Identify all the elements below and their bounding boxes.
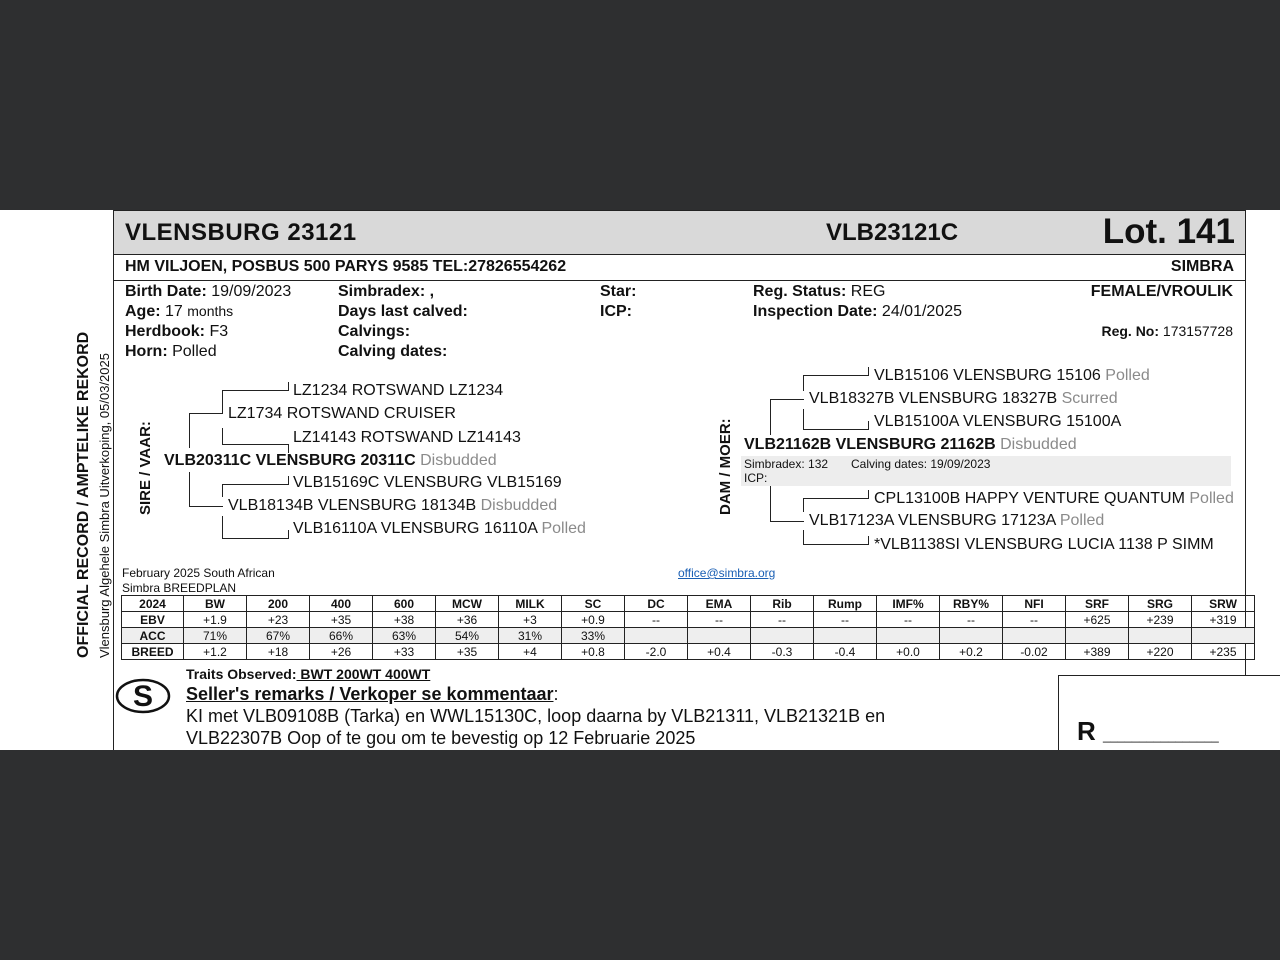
- dam-dam-dam: *VLB1138SI VLENSBURG LUCIA 1138 P SIMM: [874, 536, 1214, 553]
- tree-line: [189, 413, 223, 414]
- ebv-header-cell: MILK: [499, 596, 562, 612]
- ebv-cell: +3: [499, 612, 562, 628]
- breedplan-name: Simbra BREEDPLAN: [122, 581, 237, 595]
- ebv-cell: +0.2: [940, 644, 1003, 660]
- ebv-cell: +18: [247, 644, 310, 660]
- dam-icp: ICP:: [744, 471, 768, 485]
- ebv-header-cell: DC: [625, 596, 688, 612]
- ebv-cell: +319: [1192, 612, 1255, 628]
- sire-sire: LZ1734 ROTSWAND CRUISER: [228, 405, 456, 422]
- ebv-cell: +33: [373, 644, 436, 660]
- tree-line: [288, 476, 289, 485]
- herdbook-row: Herdbook: F3: [125, 323, 229, 340]
- svg-text:S: S: [132, 680, 154, 713]
- frame-left-border: [113, 210, 114, 750]
- breedplan-date: February 2025 South African: [122, 566, 275, 580]
- simbra-logo-icon: [115, 677, 171, 715]
- tree-line: [222, 390, 223, 414]
- ebv-header-cell: 400: [310, 596, 373, 612]
- tree-line: [770, 399, 771, 435]
- dam-simbradex: Simbradex: 132: [744, 457, 829, 471]
- ebv-cell: 31%: [499, 628, 562, 644]
- ebv-cell: [814, 628, 877, 644]
- title-bar: [114, 210, 1245, 255]
- ebv-cell: +235: [1192, 644, 1255, 660]
- ebv-cell: --: [814, 612, 877, 628]
- sale-name-label: Vlensburg Algehele Simbra Uitverkoping, 05/03/2025: [97, 353, 112, 658]
- ebv-row: [122, 612, 1255, 628]
- ebv-cell: 71%: [184, 628, 247, 644]
- ebv-cell: -0.02: [1003, 644, 1066, 660]
- tree-line: [803, 498, 804, 512]
- tree-line: [189, 413, 190, 448]
- ebv-cell: +26: [310, 644, 373, 660]
- owner-bar: [114, 254, 1245, 281]
- ebv-cell: --: [751, 612, 814, 628]
- reg-no-row: Reg. No: 173157728: [1101, 323, 1233, 339]
- tree-line: [288, 382, 289, 391]
- ebv-header-cell: NFI: [1003, 596, 1066, 612]
- ebv-row: [122, 644, 1255, 660]
- dam-vertical-label: DAM / MOER:: [717, 418, 734, 515]
- ebv-cell: --: [1003, 612, 1066, 628]
- animal-id: VLB23121C: [826, 219, 959, 246]
- ebv-cell: 66%: [310, 628, 373, 644]
- inspection-date-row: Inspection Date: 24/01/2025: [753, 303, 962, 320]
- ebv-cell: -0.4: [814, 644, 877, 660]
- ebv-header-cell: BW: [184, 596, 247, 612]
- lot-number: Lot. 141: [1102, 212, 1235, 251]
- days-calved-label: Days last calved:: [338, 303, 468, 320]
- ebv-cell: +36: [436, 612, 499, 628]
- age-row: Age: 17 months: [125, 303, 234, 320]
- tree-line: [222, 516, 223, 538]
- tree-line: [803, 409, 804, 429]
- breed-label: SIMBRA: [1170, 258, 1234, 275]
- ebv-header-cell: SRF: [1066, 596, 1129, 612]
- sire-dam-sire: VLB15169C VLENSBURG VLB15169: [293, 474, 562, 491]
- tree-line: [803, 375, 869, 376]
- ebv-cell: +625: [1066, 612, 1129, 628]
- dam-sire-sire: VLB15106 VLENSBURG 15106 Polled: [874, 367, 1150, 384]
- dam-dam: VLB17123A VLENSBURG 17123A Polled: [809, 512, 1105, 529]
- ebv-cell: 54%: [436, 628, 499, 644]
- ebv-header-cell: SRG: [1129, 596, 1192, 612]
- tree-line: [189, 506, 223, 507]
- ebv-header-cell: RBY%: [940, 596, 1003, 612]
- price-currency: R: [1077, 716, 1096, 746]
- traits-observed: Traits Observed: BWT 200WT 400WT: [186, 666, 431, 682]
- remarks-heading: Seller's remarks / Verkoper se kommentaar:: [186, 684, 559, 704]
- ebv-row-label: BREED: [122, 644, 184, 660]
- ebv-cell: [1129, 628, 1192, 644]
- ebv-cell: 67%: [247, 628, 310, 644]
- tree-line: [222, 484, 223, 497]
- ebv-cell: [1192, 628, 1255, 644]
- ebv-cell: [940, 628, 1003, 644]
- ebv-header-cell: Rib: [751, 596, 814, 612]
- tree-line: [803, 498, 869, 499]
- remarks-line-2: VLB22307B Oop of te gou om te bevestig op 12 Februarie 2025: [186, 728, 696, 748]
- calvings-label: Calvings:: [338, 323, 411, 340]
- lot-record-card: [0, 210, 1280, 750]
- birth-date-row: Birth Date: 19/09/2023: [125, 283, 292, 300]
- ebv-cell: [751, 628, 814, 644]
- star-label: Star:: [600, 283, 637, 300]
- ebv-cell: +220: [1129, 644, 1192, 660]
- ebv-cell: +389: [1066, 644, 1129, 660]
- ebv-cell: -0.3: [751, 644, 814, 660]
- dam-sire-dam: VLB15100A VLENSBURG 15100A: [874, 413, 1122, 430]
- dam-calving-dates: Calving dates: 19/09/2023: [851, 457, 991, 471]
- ebv-cell: +0.4: [688, 644, 751, 660]
- dam-dam-sire: CPL13100B HAPPY VENTURE QUANTUM Polled: [874, 490, 1234, 507]
- ebv-cell: +38: [373, 612, 436, 628]
- tree-line: [222, 444, 288, 445]
- ebv-cell: +0.8: [562, 644, 625, 660]
- tree-line: [868, 536, 869, 545]
- ebv-cell: +23: [247, 612, 310, 628]
- ebv-header-cell: IMF%: [877, 596, 940, 612]
- official-record-label: OFFICIAL RECORD / AMPTELIKE REKORD: [75, 331, 92, 658]
- sex-label: FEMALE/VROULIK: [1090, 283, 1233, 300]
- ebv-cell: +1.2: [184, 644, 247, 660]
- ebv-cell: +35: [310, 612, 373, 628]
- owner-address: HM VILJOEN, POSBUS 500 PARYS 9585 TEL:27826554262: [125, 258, 567, 275]
- ebv-row-label: EBV: [122, 612, 184, 628]
- tree-line: [288, 530, 289, 539]
- ebv-cell: [688, 628, 751, 644]
- tree-line: [868, 367, 869, 376]
- ebv-header-cell: SC: [562, 596, 625, 612]
- ebv-cell: +0.0: [877, 644, 940, 660]
- sire-vertical-label: SIRE / VAAR:: [137, 421, 154, 515]
- ebv-cell: 33%: [562, 628, 625, 644]
- tree-line: [189, 472, 190, 506]
- tree-line: [770, 486, 771, 521]
- tree-line: [770, 399, 804, 400]
- ebv-cell: --: [940, 612, 1003, 628]
- tree-line: [803, 530, 804, 544]
- reg-status-row: Reg. Status: REG: [753, 283, 886, 300]
- dam-main: VLB21162B VLENSBURG 21162B Disbudded: [744, 436, 1077, 453]
- tree-line: [222, 538, 288, 539]
- tree-line: [868, 490, 869, 499]
- ebv-cell: --: [877, 612, 940, 628]
- ebv-table: [121, 595, 1255, 660]
- tree-line: [222, 428, 223, 445]
- ebv-row: [122, 628, 1255, 644]
- ebv-cell: +1.9: [184, 612, 247, 628]
- dam-sire: VLB18327B VLENSBURG 18327B Scurred: [809, 390, 1118, 407]
- ebv-cell: [1066, 628, 1129, 644]
- icp-label: ICP:: [600, 303, 632, 320]
- tree-line: [803, 375, 804, 391]
- sire-dam: VLB18134B VLENSBURG 18134B Disbudded: [228, 497, 558, 514]
- sire-sire-dam: LZ14143 ROTSWAND LZ14143: [293, 429, 521, 446]
- ebv-header-cell: 600: [373, 596, 436, 612]
- ebv-cell: +0.9: [562, 612, 625, 628]
- ebv-cell: 63%: [373, 628, 436, 644]
- tree-line: [222, 484, 288, 485]
- ebv-header-cell: Rump: [814, 596, 877, 612]
- price-box: [1058, 675, 1280, 750]
- dam-info-box: [741, 456, 1231, 486]
- price-blank-line: ________________: [1103, 728, 1219, 743]
- ebv-header-cell: 2024: [122, 596, 184, 612]
- remarks-line-1: KI met VLB09108B (Tarka) en WWL15130C, loop daarna by VLB21311, VLB21321B en: [186, 706, 886, 726]
- ebv-header-cell: SRW: [1192, 596, 1255, 612]
- sire-main: VLB20311C VLENSBURG 20311C Disbudded: [164, 452, 497, 469]
- calving-dates-label: Calving dates:: [338, 343, 448, 360]
- ebv-cell: +239: [1129, 612, 1192, 628]
- ebv-cell: [1003, 628, 1066, 644]
- ebv-header-cell: 200: [247, 596, 310, 612]
- horn-row: Horn: Polled: [125, 343, 217, 360]
- tree-line: [868, 421, 869, 430]
- tree-line: [770, 521, 804, 522]
- ebv-cell: +35: [436, 644, 499, 660]
- ebv-cell: -2.0: [625, 644, 688, 660]
- ebv-cell: --: [688, 612, 751, 628]
- tree-line: [803, 429, 869, 430]
- sire-dam-dam: VLB16110A VLENSBURG 16110A Polled: [293, 520, 586, 537]
- ebv-cell: --: [625, 612, 688, 628]
- ebv-cell: [877, 628, 940, 644]
- email-link[interactable]: office@simbra.org: [678, 566, 776, 580]
- ebv-cell: +4: [499, 644, 562, 660]
- tree-line: [222, 390, 288, 391]
- animal-name: VLENSBURG 23121: [125, 219, 357, 246]
- sire-sire-sire: LZ1234 ROTSWAND LZ1234: [293, 382, 504, 399]
- ebv-header-cell: MCW: [436, 596, 499, 612]
- simbradex-label: Simbradex: ,: [338, 283, 435, 300]
- tree-line: [803, 544, 869, 545]
- ebv-row-label: ACC: [122, 628, 184, 644]
- ebv-header-cell: EMA: [688, 596, 751, 612]
- ebv-cell: [625, 628, 688, 644]
